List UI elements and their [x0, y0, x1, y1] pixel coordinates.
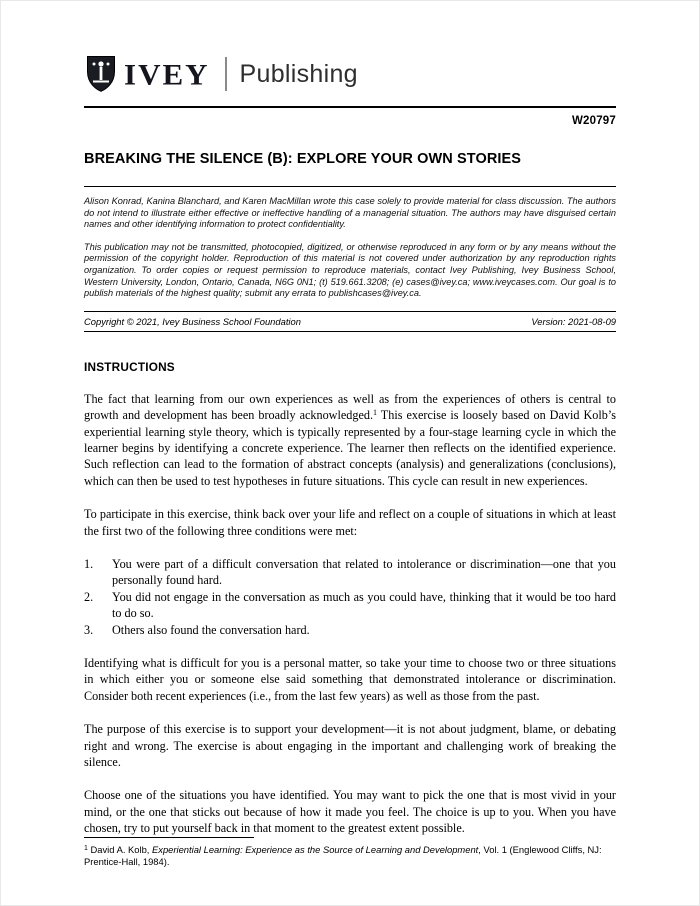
copyright-text: Copyright © 2021, Ivey Business School Foundation [84, 315, 301, 327]
version-text: Version: 2021-08-09 [531, 315, 616, 327]
body-paragraph-2: To participate in this exercise, think back over your life and reflect on a couple of situations in which at least the first two of the following three conditions were met: [84, 507, 616, 538]
body-paragraph-4: The purpose of this exercise is to support your development—it is not about judgment, blame, or debating right and wrong. The exercise is about engaging in the important and challenging work of breaking the silence. [84, 722, 616, 770]
list-item-text: You did not engage in the conversation as much as you could have, thinking that it would be too hard to do so. [112, 589, 616, 621]
footnote-marker: 1 [84, 844, 88, 852]
conditions-list [84, 556, 616, 638]
header-rule [84, 106, 616, 108]
paragraph-1-lead: The fact that learning from our own experiences as well as from the experiences of others is central to growth and development has been broadly acknowledged. [84, 391, 616, 423]
body-paragraph-5: Choose one of the situations you have identified. You may want to pick the one that is most vivid in your mind, or the one that sticks out because of how it made you feel. The choice is up to you. When you have chosen, try to put yourself back in that moment to the greatest extent possible. [84, 788, 616, 836]
footnote-book-title: Experiential Learning: Experience as the Source of Learning and Development [152, 843, 479, 855]
section-heading: INSTRUCTIONS [84, 359, 175, 374]
publisher-name: Publishing [239, 59, 358, 88]
list-item-number: 1. [84, 557, 94, 571]
list-item [84, 556, 616, 589]
logo-divider [225, 57, 227, 91]
list-item [84, 589, 616, 622]
list-item-number: 3. [84, 622, 94, 637]
disclaimer-paragraph-2: This publication may not be transmitted, photocopied, digitized, or otherwise reproduced in any form or by any means without the permission of the copyright holder. Reproduction of this material is not covered under authorization by any reproduction rights organization. To order copies or request permission to reproduce materials, contact Ivey Publishing, Ivey Business School, Western University, London, Ontario, Canada, N6G 0N1; (t) 519.661.3208; (e) cases@ivey.ca; www.iveycases.com. Our goal is to publish materials of the highest quality; submit any errata to publishcases@ivey.ca. [84, 241, 616, 299]
footnote-reference-1: 1 [373, 408, 378, 418]
list-item-text: Others also found the conversation hard. [112, 622, 310, 637]
footnote-1 [84, 843, 616, 868]
list-item [84, 622, 616, 638]
paragraph-1-rest: This exercise is loosely based on David Kolb’s experiential learning style theory, which is typically represented by a four-stage learning cycle in which the learner begins by identifying a concrete experience. The learner then reflects on the identified experience. Such reflection can lead to the formation of abstract concepts (analysis) and generalizations (conclusions), which can then be used to test hypotheses in future situations. This cycle can result in new experiences. [84, 408, 616, 488]
footnote-text-lead: David A. Kolb, [87, 843, 153, 855]
footnote-text-tail: , Vol. 1 (Englewood Cliffs, NJ: Prentice-Hall, 1984). [84, 843, 602, 867]
rule-below-copyright [84, 331, 616, 332]
disclaimer-paragraph-1: Alison Konrad, Kanina Blanchard, and Karen MacMillan wrote this case solely to provide material for class discussion. The authors do not intend to illustrate either effective or ineffective handling of a managerial situation. The authors may have disguised certain names and other identifying information to protect confidentiality. [84, 196, 616, 230]
rule-above-disclaimer [84, 186, 616, 187]
case-number: W20797 [571, 115, 616, 127]
copyright-row [84, 312, 616, 331]
document-title: BREAKING THE SILENCE (B): EXPLORE YOUR OWN STORIES [84, 151, 522, 167]
brand-text: IVEY [124, 57, 210, 91]
list-item-text: You were part of a difficult conversation that related to intolerance or discrimination—one that you personally found hard. [112, 557, 616, 588]
publisher-logo [86, 55, 616, 93]
ivey-shield-icon [86, 55, 116, 93]
list-item-number: 2. [84, 589, 94, 604]
footnote-divider [84, 837, 254, 838]
body-paragraph-3: Identifying what is difficult for you is a personal matter, so take your time to choose two or three situations in which either you or someone else said something that demonstrated intolerance or discrimination. Consider both recent experiences (i.e., from the last few years) as well as those from the past. [84, 656, 616, 703]
footnote-block [84, 837, 616, 868]
body-paragraph-1 [84, 391, 616, 489]
